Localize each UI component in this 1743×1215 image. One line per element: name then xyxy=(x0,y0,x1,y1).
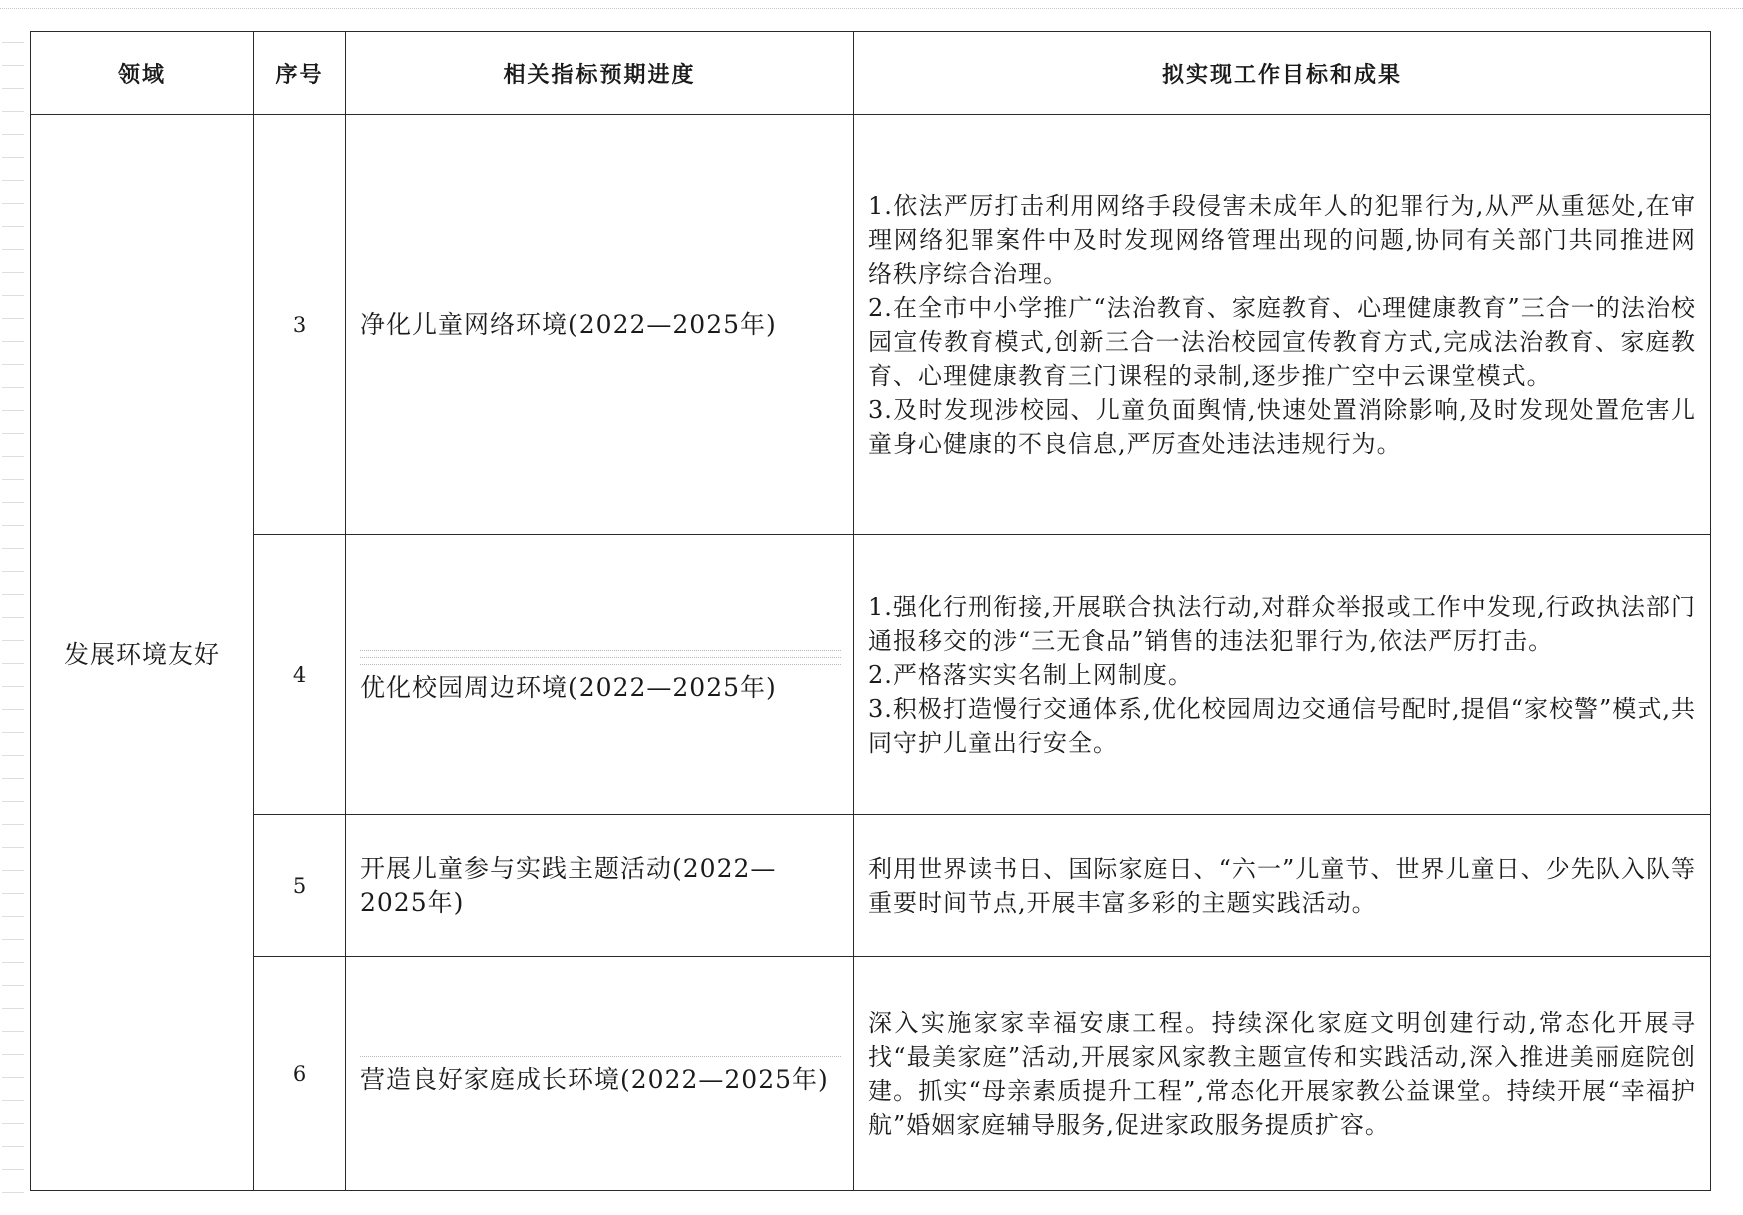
goal-item: 3.及时发现涉校园、儿童负面舆情,快速处置消除影响,及时发现处置危害儿童身心健康的不良信息,严厉查处违法违规行为。 xyxy=(868,395,1696,458)
indicator-text: 营造良好家庭成长环境(2022—2025年) xyxy=(360,1065,829,1094)
goal-item: 2.严格落实实名制上网制度。 xyxy=(868,660,1193,689)
indicator-cell xyxy=(346,535,854,815)
decorative-dotted-line xyxy=(360,664,841,665)
goal-item: 利用世界读书日、国际家庭日、“六一”儿童节、世界儿童日、少先队入队等重要时间节点,开展丰富多彩的主题实践活动。 xyxy=(868,854,1696,917)
decorative-dotted-line xyxy=(360,1056,841,1057)
decorative-dotted-line xyxy=(360,650,841,651)
goal-item: 3.积极打造慢行交通体系,优化校园周边交通信号配时,提倡“家校警”模式,共同守护儿童出行安全。 xyxy=(868,694,1696,757)
goals-cell xyxy=(854,957,1711,1191)
goals-cell xyxy=(854,535,1711,815)
goal-item: 1.依法严厉打击利用网络手段侵害未成年人的犯罪行为,从严从重惩处,在审理网络犯罪案件中及时发现网络管理出现的问题,协同有关部门共同推进网络秩序综合治理。 xyxy=(868,191,1696,288)
header-indicator: 相关指标预期进度 xyxy=(346,32,854,115)
header-seq: 序号 xyxy=(254,32,346,115)
header-domain: 领域 xyxy=(31,32,254,115)
table-row xyxy=(31,957,1711,1191)
goal-item: 1.强化行刑衔接,开展联合执法行动,对群众举报或工作中发现,行政执法部门通报移交的涉“三无食品”销售的违法犯罪行为,依法严厉打击。 xyxy=(868,592,1696,655)
seq-cell: 3 xyxy=(254,115,346,535)
decorative-dotted-line xyxy=(360,657,841,658)
header-goals: 拟实现工作目标和成果 xyxy=(854,32,1711,115)
table-row xyxy=(31,535,1711,815)
seq-cell: 6 xyxy=(254,957,346,1191)
indicator-cell: 开展儿童参与实践主题活动(2022—2025年) xyxy=(346,815,854,957)
indicator-cell xyxy=(346,957,854,1191)
progress-table xyxy=(30,31,1711,1191)
indicator-cell: 净化儿童网络环境(2022—2025年) xyxy=(346,115,854,535)
goal-item: 2.在全市中小学推广“法治教育、家庭教育、心理健康教育”三合一的法治校园宣传教育模式,创新三合一法治校园宣传教育方式,完成法治教育、家庭教育、心理健康教育三门课程的录制,逐步推广空中云课堂模式。 xyxy=(868,293,1696,390)
header-row xyxy=(31,32,1711,115)
table-row xyxy=(31,115,1711,535)
domain-cell: 发展环境友好 xyxy=(31,115,254,1191)
goals-cell xyxy=(854,115,1711,535)
table-row xyxy=(31,815,1711,957)
goals-cell xyxy=(854,815,1711,957)
indicator-text: 优化校园周边环境(2022—2025年) xyxy=(360,673,777,702)
seq-cell: 5 xyxy=(254,815,346,957)
seq-cell: 4 xyxy=(254,535,346,815)
left-margin-dots xyxy=(2,20,24,1205)
goal-item: 深入实施家家幸福安康工程。持续深化家庭文明创建行动,常态化开展寻找“最美家庭”活动,开展家风家教主题宣传和实践活动,深入推进美丽庭院创建。抓实“母亲素质提升工程”,常态化开展家教公益课堂。持续开展“幸福护航”婚姻家庭辅导服务,促进家政服务提质扩容。 xyxy=(868,1008,1696,1139)
top-dotted-rule xyxy=(0,8,1743,9)
